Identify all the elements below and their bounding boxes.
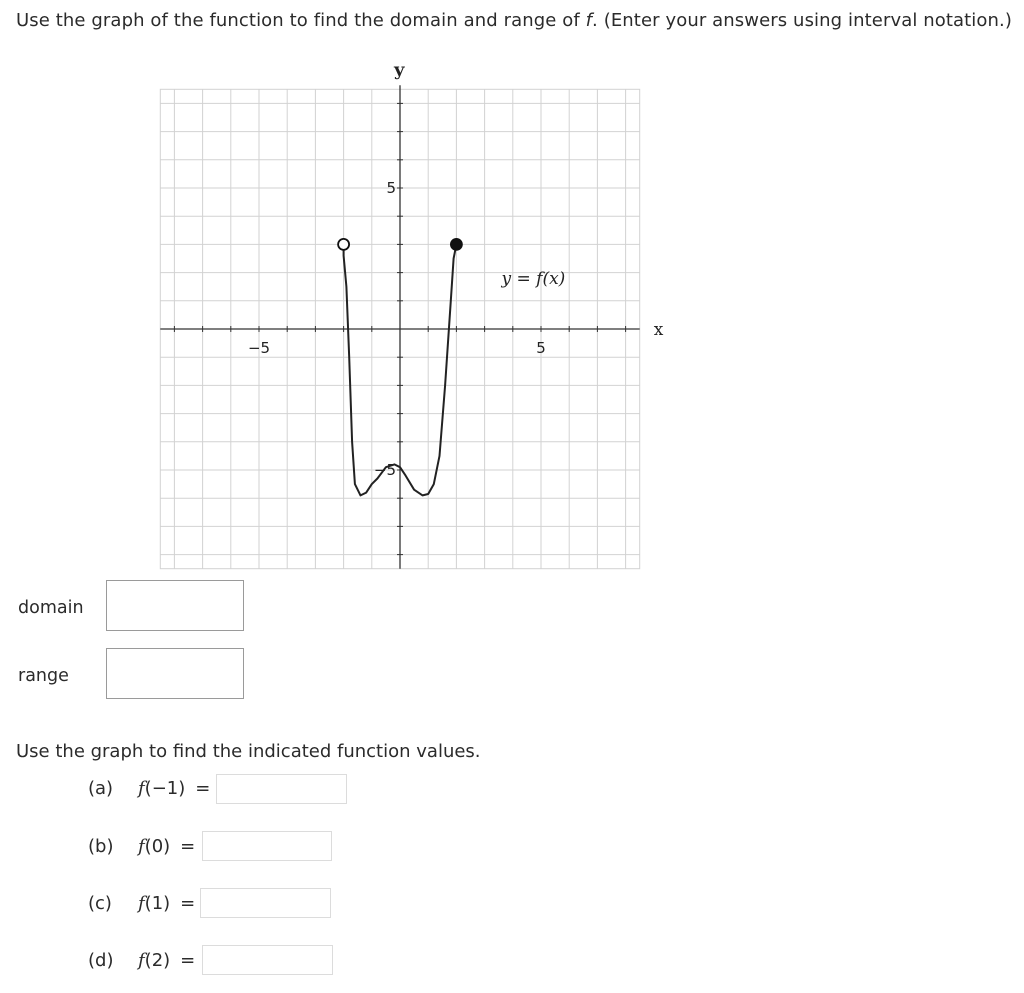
domain-label: domain: [18, 598, 84, 618]
part-d-label: [88, 950, 195, 971]
function-graph: [150, 58, 664, 578]
open-endpoint: [338, 239, 349, 250]
x-tick-label-5: 5: [536, 339, 546, 357]
part-d-tag: (d): [88, 950, 114, 971]
y-tick-label-5: 5: [386, 179, 396, 197]
x-tick-label-neg5: −5: [247, 339, 271, 357]
part-c-eq: =: [180, 893, 196, 914]
part-c-label: [88, 893, 195, 914]
question-suffix: . (Enter your answers using interval notation.): [592, 10, 1012, 31]
part-c-input[interactable]: [200, 888, 331, 918]
part-b-arg: (0): [144, 836, 171, 857]
part-b-eq: =: [180, 836, 196, 857]
closed-endpoint: [451, 239, 462, 250]
part-b-fname: f: [138, 836, 145, 857]
range-label: range: [18, 666, 69, 686]
part-b-input[interactable]: [202, 831, 332, 861]
part-b-tag: (b): [88, 836, 114, 857]
part-b-label: [88, 836, 195, 857]
part-a-eq: =: [195, 778, 211, 799]
part-d-input[interactable]: [202, 945, 333, 975]
y-axis-label: y: [394, 59, 405, 81]
domain-input[interactable]: [106, 580, 244, 631]
part-c-fname: f: [138, 893, 145, 914]
x-axis-label: x: [653, 320, 664, 340]
part-a-input[interactable]: [216, 774, 347, 804]
part-a-label: [88, 778, 210, 799]
question-text: [16, 10, 1012, 31]
part-d-eq: =: [180, 950, 196, 971]
function-values-prompt: Use the graph to find the indicated function values.: [16, 741, 481, 762]
part-c-tag: (c): [88, 893, 112, 914]
part-d-arg: (2): [144, 950, 171, 971]
question-function-name: f: [585, 10, 593, 31]
question-prefix: Use the graph of the function to find the domain and range of: [16, 10, 586, 31]
part-a-fname: f: [138, 778, 145, 799]
part-c-arg: (1): [144, 893, 171, 914]
curve-label: y = f(x): [501, 268, 566, 289]
y-tick-label-neg5: −5: [373, 461, 396, 479]
range-input[interactable]: [106, 648, 244, 699]
part-d-fname: f: [138, 950, 145, 971]
part-a-tag: (a): [88, 778, 114, 799]
part-a-arg: (−1): [144, 778, 186, 799]
